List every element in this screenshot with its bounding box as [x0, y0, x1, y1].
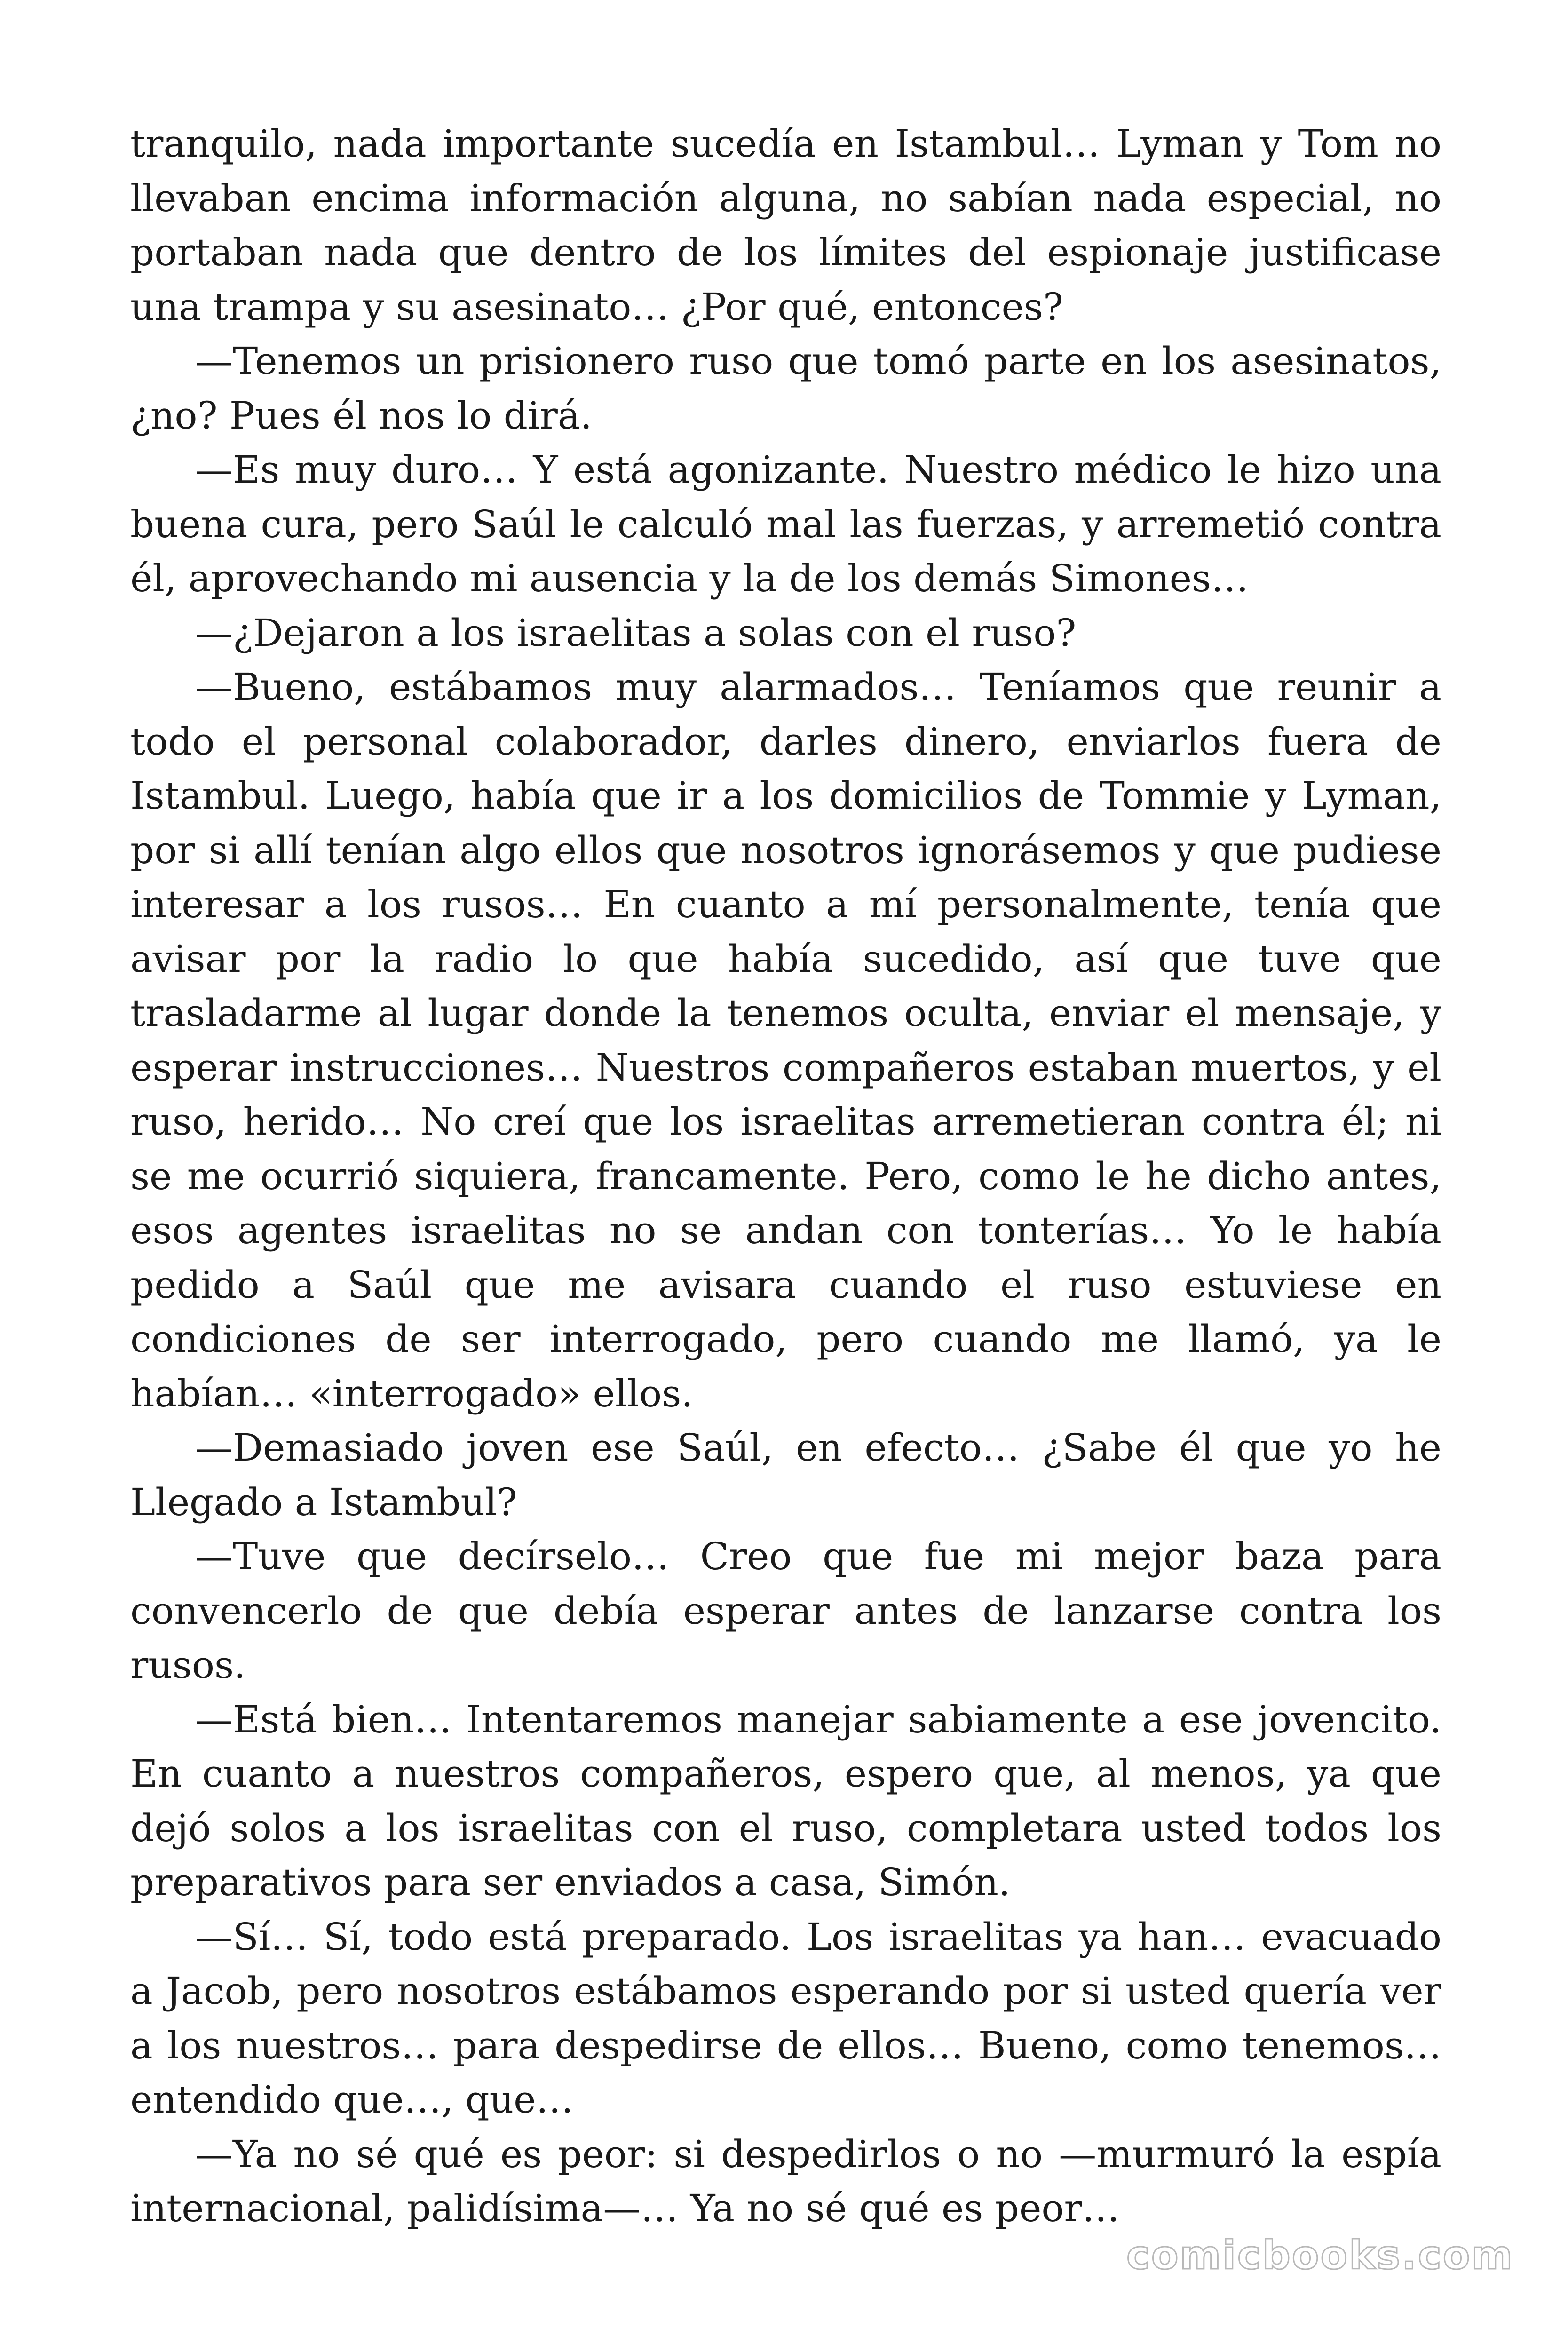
- paragraph-8: —Está bien… Intentaremos manejar sabiamente a ese jovencito. En cuanto a nuestros compañeros, espero que, al menos, ya que dejó solos a los israelitas con el ruso, completara usted todos los preparativos para ser enviados a casa, Simón.: [130, 1697, 1441, 1904]
- paragraph-10: —Ya no sé qué es peor: si despedirlos o no —murmuró la espía internacional, palidísima—… Ya no sé qué es peor…: [130, 2132, 1441, 2230]
- page-body-text: [130, 117, 1441, 2236]
- paragraph-2: —Tenemos un prisionero ruso que tomó parte en los asesinatos, ¿no? Pues él nos lo dirá.: [130, 339, 1441, 437]
- paragraph-3: —Es muy duro… Y está agonizante. Nuestro médico le hizo una buena cura, pero Saúl le calculó mal las fuerzas, y arremetió contra él, aprovechando mi ausencia y la de los demás Simones…: [130, 448, 1441, 600]
- paragraph-7: —Tuve que decírselo… Creo que fue mi mejor baza para convencerlo de que debía esperar antes de lanzarse contra los rusos.: [130, 1534, 1441, 1687]
- paragraph-6: —Demasiado joven ese Saúl, en efecto… ¿Sabe él que yo he Llegado a Istambul?: [130, 1426, 1441, 1524]
- paragraph-5: —Bueno, estábamos muy alarmados… Teníamos que reunir a todo el personal colaborador, darles dinero, enviarlos fuera de Istambul. Luego, había que ir a los domicilios de Tommie y Lyman, por si allí tenían algo ellos que nosotros ignorásemos y que pudiese interesar a los rusos… En cuanto a mí personalmente, tenía que avisar por la radio lo que había sucedido, así que tuve que trasladarme al lugar donde la tenemos oculta, enviar el mensaje, y esperar instrucciones… Nuestros compañeros estaban muertos, y el ruso, herido… No creí que los israelitas arremetieran contra él; ni se me ocurrió siquiera, francamente. Pero, como le he dicho antes, esos agentes israelitas no se andan con tonterías… Yo le había pedido a Saúl que me avisara cuando el ruso estuviese en condiciones de ser interrogado, pero cuando me llamó, ya le habían… «interrogado» ellos.: [130, 665, 1441, 1415]
- watermark: comicbooks.com: [1126, 2232, 1514, 2278]
- paragraph-9: —Sí… Sí, todo está preparado. Los israelitas ya han… evacuado a Jacob, pero nosotros estábamos esperando por si usted quería ver a los nuestros… para despedirse de ellos… Bueno, como tenemos… entendido que…, que…: [130, 1915, 1441, 2122]
- paragraph-4: —¿Dejaron a los israelitas a solas con el ruso?: [195, 611, 1077, 655]
- paragraph-1: tranquilo, nada importante sucedía en Istambul… Lyman y Tom no llevaban encima información alguna, no sabían nada especial, no portaban nada que dentro de los límites del espionaje justificase una trampa y su asesinato… ¿Por qué, entonces?: [130, 122, 1441, 329]
